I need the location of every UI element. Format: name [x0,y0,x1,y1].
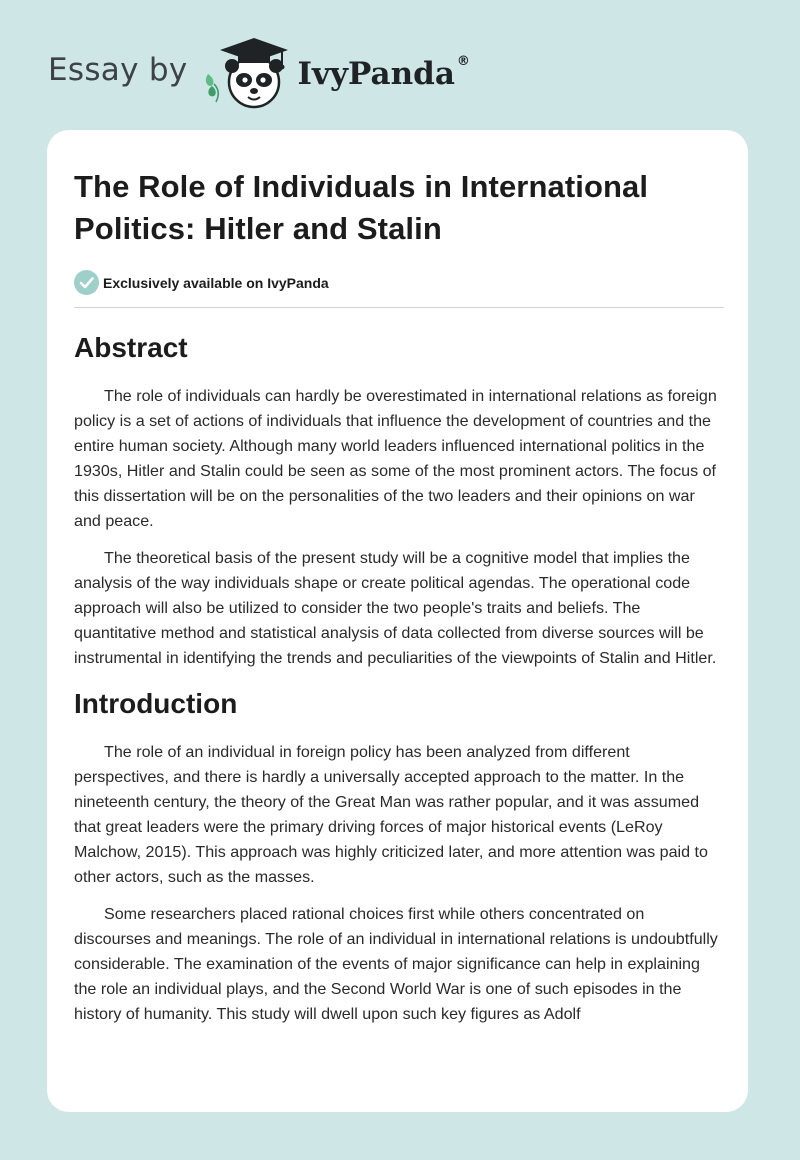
exclusive-badge [74,269,724,296]
paragraph: The role of an individual in foreign policy has been analyzed from different perspectives, and there is hardly a universally accepted approach to the matter. In the nineteenth century, the theory of the Great Man was rather popular, and it was assumed that great leaders were the primary driving forces of major historical events (LeRoy Malchow, 2015). This approach was highly criticized later, and more attention was paid to other actors, such as the masses. [74,743,708,886]
section-heading-abstract: Abstract [74,332,188,363]
paragraph: Some researchers placed rational choices first while others concentrated on discourses and meanings. The role of an individual in international relations is undoubtfully considerable. The examination of the events of major significance can help in explaining the role an individual plays, and the Second World War is one of such episodes in the history of humanity. This study will dwell upon such key figures as Adolf [74,905,718,1023]
essay-by-label: Essay by [48,51,188,88]
exclusive-label: Exclusively available on IvyPanda [103,274,329,291]
abstract-section [74,330,724,671]
introduction-body [74,740,724,1027]
introduction-section [74,686,724,1027]
site-header [48,36,470,110]
ivypanda-wordmark[interactable]: IvyPanda [297,55,455,92]
section-heading-introduction: Introduction [74,688,238,719]
abstract-body [74,384,724,671]
title-divider [74,307,724,308]
essay-content [74,166,724,1039]
ivypanda-logo-icon[interactable] [202,36,294,110]
essay-title: The Role of Individuals in International Politics: Hitler and Stalin [74,169,649,246]
check-circle-icon [74,270,99,295]
paragraph: The role of individuals can hardly be overestimated in international relations as foreign policy is a set of actions of individuals that influence the development of countries and the entire human society. Although many world leaders influenced international politics in the 1930s, Hitler and Stalin could be seen as some of the most prominent actors. The focus of this dissertation will be on the personalities of the two leaders and their opinions on war and peace. [74,387,717,530]
essay-card [47,130,748,1112]
registered-mark: ® [456,53,470,69]
paragraph: The theoretical basis of the present study will be a cognitive model that implies the analysis of the way individuals shape or create political agendas. The operational code approach will also be utilized to consider the two people's traits and beliefs. The quantitative method and statistical analysis of data collected from diverse sources will be instrumental in identifying the trends and peculiarities of the viewpoints of Stalin and Hitler. [74,549,717,667]
